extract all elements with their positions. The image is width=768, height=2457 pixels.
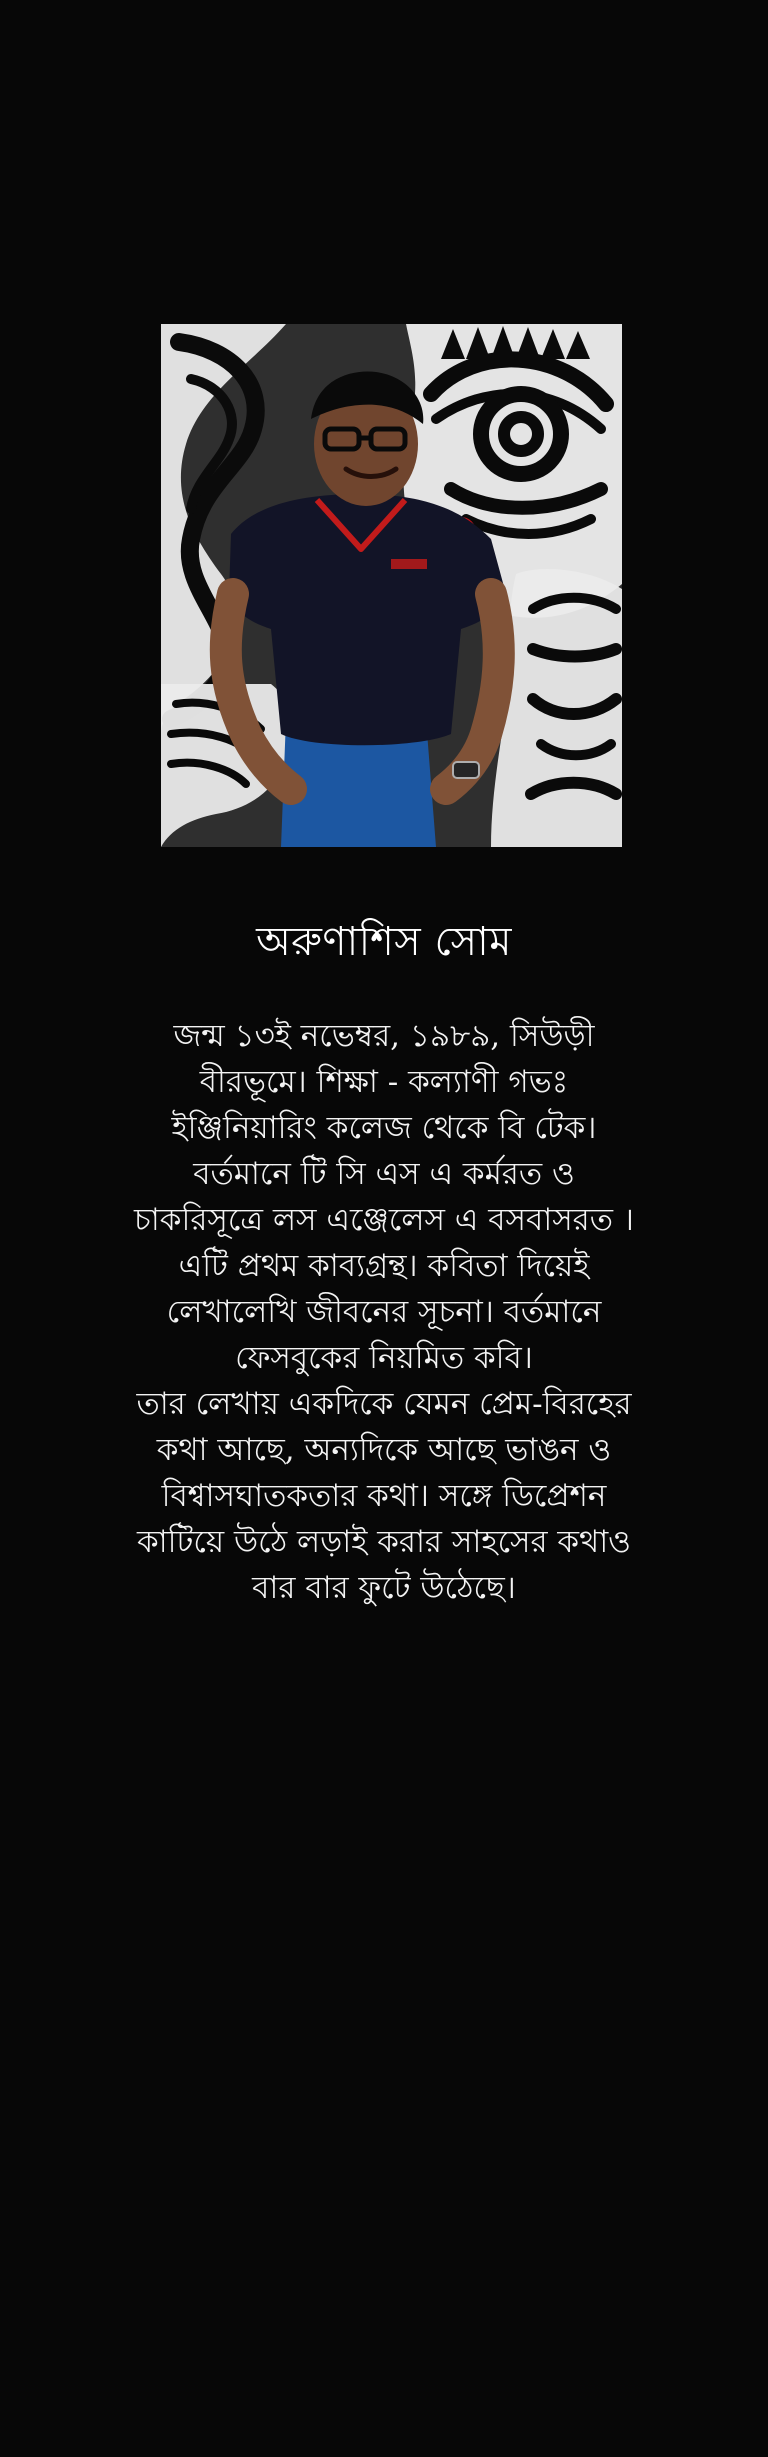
bio-line: ফেসবুকের নিয়মিত কবি। [235,1340,533,1376]
bio-line: বর্তমানে টি সি এস এ কর্মরত ও [193,1156,575,1192]
author-name: অরুণাশিস সোম [256,919,512,965]
bio-line: কথা আছে, অন্যদিকে আছে ভাঙন ও [156,1432,612,1468]
author-photo-illustration [161,324,622,847]
bio-line: চাকরিসূত্রে লস এঞ্জেলেস এ বসবাসরত । [134,1202,634,1238]
bio-line: বিশ্বাসঘাতকতার কথা। সঙ্গে ডিপ্রেশন [161,1478,607,1514]
bio-line: ইঞ্জিনিয়ারিং কলেজ থেকে বি টেক। [171,1110,597,1146]
bio-line: এটি প্রথম কাব্যগ্রন্থ। কবিতা দিয়েই [178,1248,590,1284]
bio-line: তার লেখায় একদিকে যেমন প্রেম-বিরহের [136,1386,632,1422]
author-photo [161,324,622,847]
bio-line: কাটিয়ে উঠে লড়াই করার সাহসের কথাও [136,1524,632,1560]
author-bio [70,1013,698,1611]
bio-line: লেখালেখি জীবনের সূচনা। বর্তমানে [166,1294,602,1330]
bio-line: জন্ম ১৩ই নভেম্বর, ১৯৮৯, সিউড়ী [173,1018,595,1054]
bio-line: বার বার ফুটে উঠেছে। [252,1570,516,1606]
bio-line: বীরভূমে। শিক্ষা - কল্যাণী গভঃ [199,1064,569,1100]
